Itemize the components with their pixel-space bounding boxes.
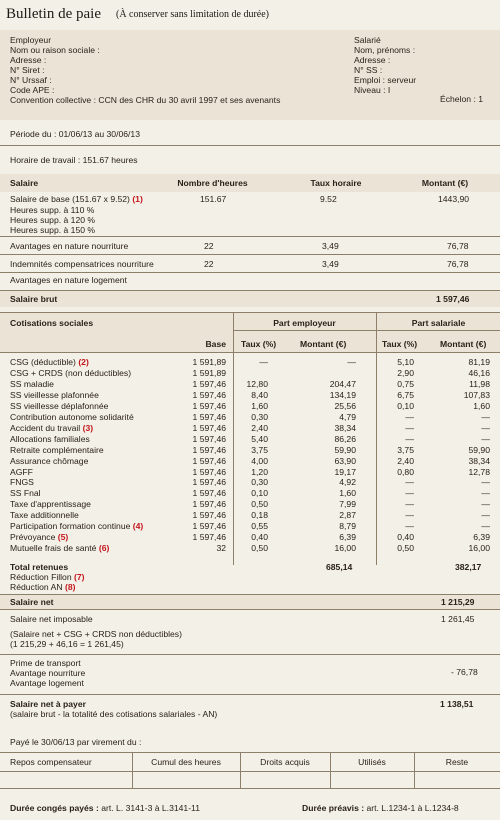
contrib-employee-amount: 38,34 — [468, 456, 490, 466]
contrib-row-label: AGFF — [10, 467, 33, 477]
transport-bonus: Prime de transport — [10, 658, 81, 668]
contrib-employer-amount: 134,19 — [329, 390, 356, 400]
employer-address: Adresse : — [10, 55, 47, 65]
contrib-employer-rate: 0,18 — [251, 510, 268, 520]
net-salary-label: Salaire net — [10, 597, 54, 607]
employee-echelon: Échelon : 1 — [440, 94, 483, 104]
contrib-employee-amount: 12,78 — [468, 467, 490, 477]
divider — [0, 694, 500, 695]
employer-block — [10, 35, 280, 105]
divider — [0, 145, 500, 146]
contrib-employee-rate: 0,75 — [397, 379, 414, 389]
contrib-employee-rate: 0,10 — [397, 401, 414, 411]
salary-row-hours: 22 — [204, 259, 214, 269]
total-deductions-label: Total retenues — [10, 562, 69, 572]
contrib-employer-amount: 25,56 — [334, 401, 356, 411]
working-hours: Horaire de travail : 151.67 heures — [10, 155, 138, 165]
net-pay-amount: 1 138,51 — [440, 699, 474, 709]
contrib-base: 1 591,89 — [192, 368, 226, 378]
contrib-employer-amount: 16,00 — [334, 543, 356, 553]
divider — [0, 254, 500, 255]
contrib-base: 1 597,46 — [192, 434, 226, 444]
contrib-employer-rate: 0,55 — [251, 521, 268, 531]
taxable-formula-1: (Salaire net + CSG + CRDS non déductibles) — [10, 629, 182, 639]
contrib-employee-rate: 2,40 — [397, 456, 414, 466]
footnote-ref: (2) — [78, 357, 89, 367]
contrib-base: 32 — [216, 543, 226, 553]
salary-row-label: Avantages en nature nourriture — [10, 241, 129, 251]
contrib-employer-rate: — — [259, 357, 268, 367]
food-benefit-amount: - 76,78 — [451, 667, 478, 677]
contrib-row-label: Taxe d'apprentissage — [10, 499, 91, 509]
contrib-row-label: Participation formation continue (4) — [10, 521, 144, 531]
contrib-employer-rate: 0,10 — [251, 488, 268, 498]
total-employee-amount: 382,17 — [455, 562, 482, 572]
contrib-base: 1 597,46 — [192, 401, 226, 411]
contrib-base: 1 597,46 — [192, 488, 226, 498]
contrib-employer-rate: 8,40 — [251, 390, 268, 400]
employer-rate-header: Taux (%) — [241, 339, 277, 349]
contrib-employer-rate: 5,40 — [251, 434, 268, 444]
contrib-base: 1 597,46 — [192, 390, 226, 400]
contrib-employee-amount: 59,90 — [468, 445, 490, 455]
divider — [0, 654, 500, 655]
divider — [0, 236, 500, 237]
contrib-employer-amount: 2,87 — [339, 510, 356, 520]
net-pay-note: (salaire brut - la totalité des cotisations salariales - AN) — [10, 709, 218, 719]
contrib-employer-amount: 4,79 — [339, 412, 356, 422]
contrib-employer-amount: — — [347, 357, 356, 367]
contrib-employee-amount: — — [481, 434, 490, 444]
employee-amount-header: Montant (€) — [440, 339, 487, 349]
salary-row-amount: 76,78 — [447, 241, 469, 251]
contrib-base: 1 591,89 — [192, 357, 226, 367]
leave-header-used: Utilisés — [358, 757, 386, 767]
payslip-title: Bulletin de paie — [6, 6, 101, 22]
contrib-employer-rate: 12,80 — [246, 379, 268, 389]
contrib-employee-rate: — — [405, 412, 414, 422]
salary-header-rate: Taux horaire — [310, 178, 362, 188]
salary-header-amount: Montant (€) — [421, 178, 469, 188]
contrib-employee-amount: 46,16 — [468, 368, 490, 378]
contrib-employee-rate: 0,40 — [397, 532, 414, 542]
employee-rate-header: Taux (%) — [382, 339, 418, 349]
net-band — [0, 595, 500, 609]
net-salary-amount: 1 215,29 — [441, 597, 475, 607]
employer-urssaf: N° Urssaf : — [10, 75, 52, 85]
base-salary-label: Salaire de base (151.67 x 9.52) (1) — [10, 194, 143, 204]
contrib-row-label: Accident du travail (3) — [10, 423, 94, 433]
gross-band — [0, 291, 500, 307]
contrib-base: 1 597,46 — [192, 477, 226, 487]
contrib-employee-rate: 2,90 — [397, 368, 414, 378]
employer-name: Nom ou raison sociale : — [10, 45, 100, 55]
contrib-employer-amount: 59,90 — [334, 445, 356, 455]
contrib-row-label: SS vieillesse plafonnée — [10, 390, 99, 400]
contrib-base: 1 597,46 — [192, 456, 226, 466]
contrib-row-label: Retraite complémentaire — [10, 445, 104, 455]
salary-row-hours: 22 — [204, 241, 214, 251]
contrib-employer-amount: 6,39 — [339, 532, 356, 542]
contrib-employer-rate: 0,30 — [251, 412, 268, 422]
employee-address: Adresse : — [354, 55, 391, 65]
contrib-row-label: Taxe additionnelle — [10, 510, 79, 520]
employee-ss: N° SS : — [354, 65, 383, 75]
contrib-employer-rate: 3,75 — [251, 445, 268, 455]
contrib-employee-rate: — — [405, 423, 414, 433]
divider — [0, 352, 500, 353]
employer-part-header: Part employeur — [273, 318, 336, 328]
contrib-row-label: CSG + CRDS (non déductibles) — [10, 368, 132, 378]
divider — [233, 330, 500, 331]
salary-row-amount: 76,78 — [447, 259, 469, 269]
contrib-row-label: Assurance chômage — [10, 456, 89, 466]
taxable-net-label: Salaire net imposable — [10, 614, 93, 624]
contrib-row-label: FNGS — [10, 477, 34, 487]
contrib-base: 1 597,46 — [192, 412, 226, 422]
notice-reference: Durée préavis : art. L.1234-1 à L.1234-8 — [302, 803, 459, 813]
footnote-ref: (4) — [132, 521, 144, 531]
contrib-employee-amount: — — [481, 510, 490, 520]
net-pay-label: Salaire net à payer — [10, 699, 86, 709]
overtime-list — [10, 205, 95, 235]
employee-block — [354, 35, 416, 95]
contrib-employee-amount: 11,98 — [469, 379, 490, 389]
contrib-employee-amount: — — [481, 488, 490, 498]
contrib-base: 1 597,46 — [192, 510, 226, 520]
base-header: Base — [205, 339, 226, 349]
contrib-employee-rate: 3,75 — [397, 445, 414, 455]
contrib-employer-amount: 1,60 — [339, 488, 356, 498]
contrib-employer-amount: 7,99 — [339, 499, 356, 509]
contrib-employee-amount: 107,83 — [463, 390, 490, 400]
gross-salary-amount: 1 597,46 — [436, 294, 470, 304]
divider — [0, 272, 500, 273]
contrib-title: Cotisations sociales — [10, 318, 94, 328]
leave-header-cumulative: Cumul des heures — [151, 757, 221, 767]
total-employer-amount: 685,14 — [326, 562, 353, 572]
contrib-employer-rate: 0,40 — [251, 532, 268, 542]
contrib-employee-amount: — — [481, 499, 490, 509]
employee-heading: Salarié — [354, 35, 381, 45]
contrib-employer-amount: 38,34 — [334, 423, 356, 433]
payslip-subtitle: (À conserver sans limitation de durée) — [116, 9, 270, 20]
contrib-employee-rate: 0,50 — [397, 543, 414, 553]
taxable-net-amount: 1 261,45 — [441, 614, 475, 624]
salary-header-hours: Nombre d'heures — [177, 178, 248, 188]
contrib-employer-rate: 4,00 — [251, 456, 268, 466]
footnote-ref-8: (8) — [64, 582, 76, 592]
divider — [0, 771, 500, 772]
contrib-employee-rate: — — [405, 488, 414, 498]
taxable-formula-2: (1 215,29 + 46,16 = 1 261,45) — [10, 639, 124, 649]
footnote-ref: (3) — [82, 423, 94, 433]
employee-part-header: Part salariale — [411, 318, 466, 328]
contrib-employee-amount: — — [481, 412, 490, 422]
contrib-employee-rate: 0,80 — [397, 467, 414, 477]
contrib-employer-amount: 19,17 — [334, 467, 356, 477]
contrib-row-label: SS maladie — [10, 379, 54, 389]
food-benefit: Avantage nourriture — [10, 668, 86, 678]
contrib-employee-rate: — — [405, 521, 414, 531]
divider — [0, 609, 500, 610]
benefits-list — [10, 658, 85, 688]
salary-header-label: Salaire — [10, 178, 39, 188]
contrib-employer-amount: 4,92 — [339, 477, 356, 487]
salary-row-rate: 3,49 — [322, 259, 339, 269]
contrib-employee-rate: — — [405, 499, 414, 509]
overtime-110: Heures supp. à 110 % — [10, 205, 95, 215]
contrib-employer-rate: 0,50 — [251, 499, 268, 509]
employer-siret: N° Siret : — [10, 65, 45, 75]
contrib-employee-rate: — — [405, 510, 414, 520]
contrib-base: 1 597,46 — [192, 379, 226, 389]
contrib-employee-rate: — — [405, 434, 414, 444]
contrib-base: 1 597,46 — [192, 499, 226, 509]
employer-heading: Employeur — [10, 35, 52, 45]
contrib-employee-rate: 6,75 — [397, 390, 414, 400]
contrib-employee-rate: 5,10 — [397, 357, 414, 367]
contrib-employer-rate: 0,50 — [251, 543, 268, 553]
base-amount: 1443,90 — [438, 194, 470, 204]
paid-leave-reference: Durée congés payés : art. L. 3141-3 à L.3141-11 — [10, 803, 200, 813]
employee-job: Emploi : serveur — [354, 75, 417, 85]
contrib-base: 1 597,46 — [192, 532, 226, 542]
divider — [0, 752, 500, 753]
contrib-employee-amount: — — [481, 521, 490, 531]
contrib-row-label: SS Fnal — [10, 488, 41, 498]
contrib-base: 1 597,46 — [192, 467, 226, 477]
contrib-employee-amount: — — [481, 423, 490, 433]
payment-info: Payé le 30/06/13 par virement du : — [10, 737, 142, 747]
divider — [0, 788, 500, 789]
housing-benefit: Avantage logement — [10, 678, 84, 688]
base-rate: 9.52 — [320, 194, 337, 204]
contrib-row-label: CSG (déductible) (2) — [10, 357, 89, 367]
leave-header-remaining: Reste — [445, 757, 469, 767]
contrib-employee-amount: 81,19 — [468, 357, 490, 367]
contrib-row-label: Allocations familiales — [10, 434, 90, 444]
gross-salary-label: Salaire brut — [10, 294, 58, 304]
contrib-employer-rate: 1,60 — [251, 401, 268, 411]
salary-row-rate: 3,49 — [322, 241, 339, 251]
overtime-120: Heures supp. à 120 % — [10, 215, 96, 225]
contrib-employer-amount: 86,26 — [334, 434, 356, 444]
contrib-row-label: Mutuelle frais de santé (6) — [10, 543, 110, 553]
contrib-base: 1 597,46 — [192, 445, 226, 455]
employee-level: Niveau : I — [354, 85, 391, 95]
contrib-employer-rate: 1,20 — [251, 467, 268, 477]
contrib-employer-rate: 2,40 — [251, 423, 268, 433]
contrib-employer-amount: 204,47 — [329, 379, 356, 389]
contrib-employee-amount: — — [481, 477, 490, 487]
footnote-ref-7: (7) — [74, 572, 85, 582]
contrib-row-label: SS vieillesse déplafonnée — [10, 401, 109, 411]
fillon-reduction: Réduction Fillon (7) — [10, 572, 85, 582]
leave-header-acquired: Droits acquis — [260, 757, 310, 767]
overtime-150: Heures supp. à 150 % — [10, 225, 96, 235]
contrib-employee-amount: 1,60 — [473, 401, 490, 411]
employer-ape: Code APE : — [10, 85, 55, 95]
base-hours: 151.67 — [200, 194, 227, 204]
leave-header-compensatory: Repos compensateur — [10, 757, 92, 767]
contrib-row-label: Contribution autonome solidarité — [10, 412, 134, 422]
contrib-base: 1 597,46 — [192, 521, 226, 531]
footnote-ref-1: (1) — [132, 194, 143, 204]
salary-row-label: Avantages en nature logement — [10, 275, 127, 285]
contrib-employer-amount: 8,79 — [339, 521, 356, 531]
employer-amount-header: Montant (€) — [300, 339, 347, 349]
contrib-employee-amount: 16,00 — [468, 543, 490, 553]
footnote-ref: (6) — [98, 543, 110, 553]
an-reduction: Réduction AN (8) — [10, 582, 76, 592]
contrib-employee-rate: — — [405, 477, 414, 487]
contrib-row-label: Prévoyance (5) — [10, 532, 69, 542]
contrib-base: 1 597,46 — [192, 423, 226, 433]
contrib-employer-amount: 63,90 — [334, 456, 356, 466]
contrib-employee-amount: 6,39 — [473, 532, 490, 542]
employee-name: Nom, prénoms : — [354, 45, 416, 55]
pay-period: Période du : 01/06/13 au 30/06/13 — [10, 129, 140, 139]
footnote-ref: (5) — [57, 532, 69, 542]
convention-collective: Convention collective : CCN des CHR du 30 avril 1997 et ses avenants — [10, 95, 281, 105]
salary-row-label: Indemnités compensatrices nourriture — [10, 259, 154, 269]
contrib-employer-rate: 0,30 — [251, 477, 268, 487]
